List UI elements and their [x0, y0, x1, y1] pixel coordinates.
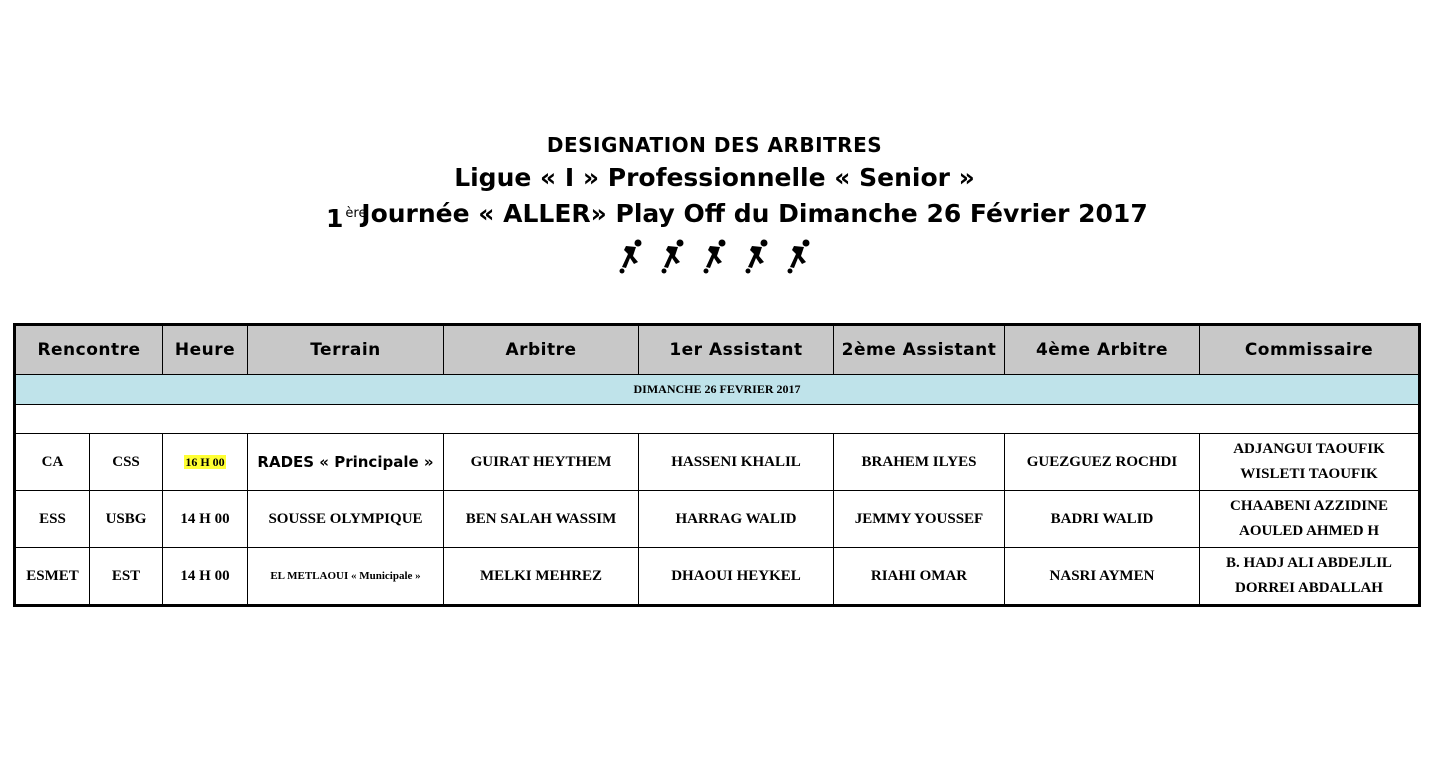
commissioner	[1200, 491, 1420, 548]
referee: GUIRAT HEYTHEM	[444, 434, 639, 491]
soccer-player-icon	[784, 238, 814, 274]
col-heure: Heure	[163, 325, 248, 375]
commissioner-2: WISLETI TAOUFIK	[1240, 466, 1378, 482]
round-title	[0, 196, 1429, 232]
kickoff-time-highlight: 16 H 00	[185, 454, 225, 469]
soccer-player-icon	[700, 238, 730, 274]
assistant1: HASSENI KHALIL	[639, 434, 834, 491]
fourth-referee: NASRI AYMEN	[1005, 548, 1200, 606]
table-row	[15, 491, 1420, 548]
doc-title: DESIGNATION DES ARBITRES	[546, 133, 883, 157]
venue: RADES « Principale »	[248, 434, 444, 491]
soccer-player-icon	[616, 238, 646, 274]
col-commissaire: Commissaire	[1200, 325, 1420, 375]
table-row	[15, 434, 1420, 491]
away-team: EST	[90, 548, 163, 606]
assistant2: RIAHI OMAR	[834, 548, 1005, 606]
col-arbitre4: 4ème Arbitre	[1005, 325, 1200, 375]
fourth-referee: GUEZGUEZ ROCHDI	[1005, 434, 1200, 491]
kickoff-time: 14 H 00	[163, 491, 248, 548]
document-header	[0, 130, 1429, 232]
soccer-icons-row	[0, 238, 1429, 279]
table-row	[15, 548, 1420, 606]
commissioner-1: CHAABENI AZZIDINE	[1230, 498, 1388, 514]
commissioner-1: ADJANGUI TAOUFIK	[1233, 441, 1385, 457]
referee: MELKI MEHREZ	[444, 548, 639, 606]
col-rencontre: Rencontre	[15, 325, 163, 375]
away-team: CSS	[90, 434, 163, 491]
commissioner	[1200, 548, 1420, 606]
kickoff-time: 14 H 00	[163, 548, 248, 606]
col-arbitre: Arbitre	[444, 325, 639, 375]
commissioner-2: DORREI ABDALLAH	[1235, 580, 1383, 596]
referee-table	[13, 323, 1421, 607]
venue: SOUSSE OLYMPIQUE	[248, 491, 444, 548]
league-title: Ligue « I » Professionnelle « Senior »	[454, 163, 975, 192]
kickoff-time	[163, 434, 248, 491]
date-label: DIMANCHE 26 FEVRIER 2017	[15, 375, 1420, 405]
assistant1: DHAOUI HEYKEL	[639, 548, 834, 606]
round-ordinal: 1 $^{ère}$	[326, 204, 367, 233]
header-row	[15, 325, 1420, 375]
col-terrain: Terrain	[248, 325, 444, 375]
assistant2: JEMMY YOUSSEF	[834, 491, 1005, 548]
spacer-cell	[15, 405, 1420, 434]
date-row	[15, 375, 1420, 405]
venue: EL METLAOUI « Municipale »	[248, 548, 444, 606]
soccer-player-icon	[658, 238, 688, 274]
assistant2: BRAHEM ILYES	[834, 434, 1005, 491]
col-assistant2: 2ème Assistant	[834, 325, 1005, 375]
fourth-referee: BADRI WALID	[1005, 491, 1200, 548]
commissioner-1: B. HADJ ALI ABDEJLIL	[1226, 555, 1392, 571]
spacer-row	[15, 405, 1420, 434]
referee: BEN SALAH WASSIM	[444, 491, 639, 548]
assistant1: HARRAG WALID	[639, 491, 834, 548]
home-team: ESS	[15, 491, 90, 548]
commissioner	[1200, 434, 1420, 491]
round-text: Journée « ALLER» Play Off du Dimanche 26 Février 2017	[361, 199, 1148, 228]
away-team: USBG	[90, 491, 163, 548]
home-team: CA	[15, 434, 90, 491]
soccer-player-icon	[742, 238, 772, 274]
col-assistant1: 1er Assistant	[639, 325, 834, 375]
home-team: ESMET	[15, 548, 90, 606]
commissioner-2: AOULED AHMED H	[1238, 523, 1379, 539]
